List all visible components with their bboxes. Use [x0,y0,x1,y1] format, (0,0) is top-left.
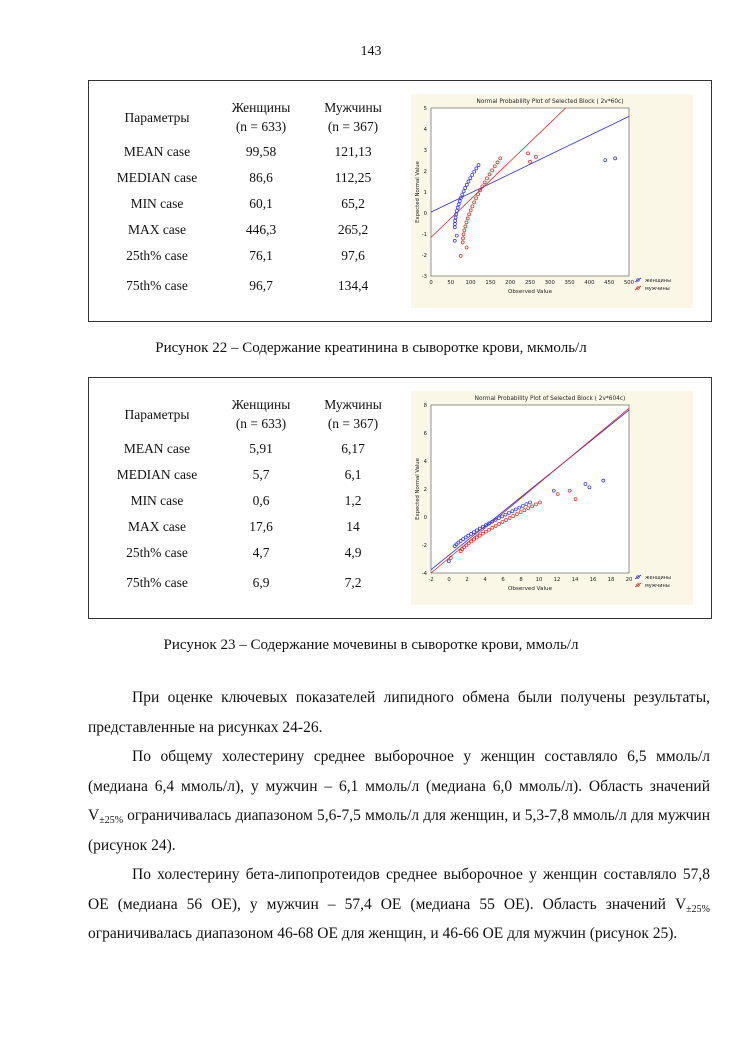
header-women: Женщины (n = 633) [231,100,291,134]
y-tick-label: 0 [423,515,427,521]
x-axis-label: Observed Value [507,289,553,295]
table-row: 75th% case 96,7 134,4 [126,278,369,293]
y-tick-label: 4 [423,459,427,465]
header-men: Мужчины (n = 367) [324,100,382,134]
x-tick-label: 20 [625,577,633,583]
x-tick-label: 16 [589,577,597,583]
x-tick-label: 0 [447,577,451,583]
table-row: MAX case 446,3 265,2 [127,222,369,237]
y-tick-label: 1 [423,190,427,196]
paragraph-3: По холестерину бета-липопротеидов среднее выборочное у женщин составляло 57,8 ОЕ (медиана 56 ОЕ), у мужчин – 57,4 ОЕ (медиана 55 ОЕ). Область значений $V_{\pm 25\%}$ ограничивалась диапазоном 46-68 ОЕ для женщин, и 46-66 ОЕ для мужчин (рисунок 25). [88,866,710,942]
x-tick-label: 10 [535,577,543,583]
x-tick-label: 150 [485,280,496,286]
y-axis-label: Expected Normal Value [415,458,421,520]
y-tick-label: -3 [421,274,427,280]
header-women: Женщины (n = 633) [231,397,291,431]
plot-title: Normal Probability Plot of Selected Block ( 2v*604c) [474,396,626,402]
y-tick-label: 3 [423,148,427,154]
x-tick-label: 2 [465,577,469,583]
table-row: MEDIAN case 5,7 6,1 [116,467,362,482]
x-tick-label: 400 [584,280,595,286]
x-tick-label: 50 [447,280,455,286]
table-row: 25th% case 4,7 4,9 [126,545,362,560]
figure-22-panel [88,80,712,322]
y-tick-label: 8 [423,403,427,409]
y-tick-label: -1 [421,232,427,238]
y-tick-label: -2 [421,543,427,549]
table-row: MEDIAN case 86,6 112,25 [116,170,372,185]
x-tick-label: 300 [544,280,555,286]
x-tick-label: 450 [604,280,615,286]
creatinine-table [99,95,399,303]
x-tick-label: 0 [429,280,433,286]
y-axis-label: Expected Normal Value [415,161,421,223]
x-tick-label: 18 [607,577,615,583]
legend-men-label: мужчины [645,286,670,292]
body-text [88,683,710,949]
table-row: 75th% case 6,9 7,2 [126,575,362,590]
x-tick-label: 250 [524,280,536,286]
y-tick-label: 0 [423,211,427,217]
figure-23-caption: Рисунок 23 – Содержание мочевины в сыворотке крови, ммоль/л [163,637,579,653]
x-tick-label: 8 [519,577,523,583]
page-number: 143 [360,44,382,59]
figure-22-caption: Рисунок 22 – Содержание креатинина в сыворотке крови, мкмоль/л [155,340,587,356]
y-tick-label: -4 [421,571,427,577]
normal-probability-plot-creatinine [411,94,693,308]
x-tick-label: -2 [428,577,434,583]
plot-title: Normal Probability Plot of Selected Block ( 2v*60c) [476,99,624,105]
y-tick-label: 6 [423,431,427,437]
normal-probability-plot-urea [411,391,693,605]
figure-23-panel [88,377,712,619]
paragraph-1: При оценке ключевых показателей липидного обмена были получены результаты, представленные на рисунках 24-26. [88,689,710,736]
x-axis-label: Observed Value [507,586,553,592]
x-tick-label: 12 [553,577,561,583]
legend-men-label: мужчины [645,583,670,589]
y-tick-label: 5 [423,106,427,112]
x-tick-label: 500 [623,280,635,286]
urea-table [99,392,399,600]
table-row: MIN case 60,1 65,2 [130,196,365,211]
y-tick-label: 2 [423,487,427,493]
x-tick-label: 14 [571,577,579,583]
y-tick-label: 4 [423,127,427,133]
table-row: MEAN case 5,91 6,17 [123,441,365,456]
header-men: Мужчины (n = 367) [324,397,382,431]
legend-women-label: женщины [645,575,672,581]
y-tick-label: -2 [421,253,427,259]
x-tick-label: 200 [505,280,516,286]
x-tick-label: 4 [483,577,487,583]
y-tick-label: 2 [423,169,427,175]
header-parameters: Параметры [124,109,190,125]
header-parameters: Параметры [124,406,190,422]
x-tick-label: 6 [501,577,505,583]
plot-area [431,108,629,276]
table-row: 25th% case 76,1 97,6 [126,248,365,263]
table-row: MAX case 17,6 14 [127,519,360,534]
paragraph-2: По общему холестерину среднее выборочное у женщин составляло 6,5 ммоль/л (медиана 6,4 ммоль/л), у мужчин – 6,1 ммоль/л (медиана 6,0 ммоль/л). Область значений $V_{\pm 25\%}$ ограничивалась диапазоном 5,6-7,5 ммоль/л для женщин, и 5,3-7,8 ммоль/л для мужчин (рисунок 24). [88,748,710,854]
table-row: MEAN case 99,58 121,13 [123,144,372,159]
x-tick-label: 350 [564,280,575,286]
table-row: MIN case 0,6 1,2 [130,493,362,508]
x-tick-label: 100 [465,280,476,286]
legend-women-label: женщины [645,278,672,284]
